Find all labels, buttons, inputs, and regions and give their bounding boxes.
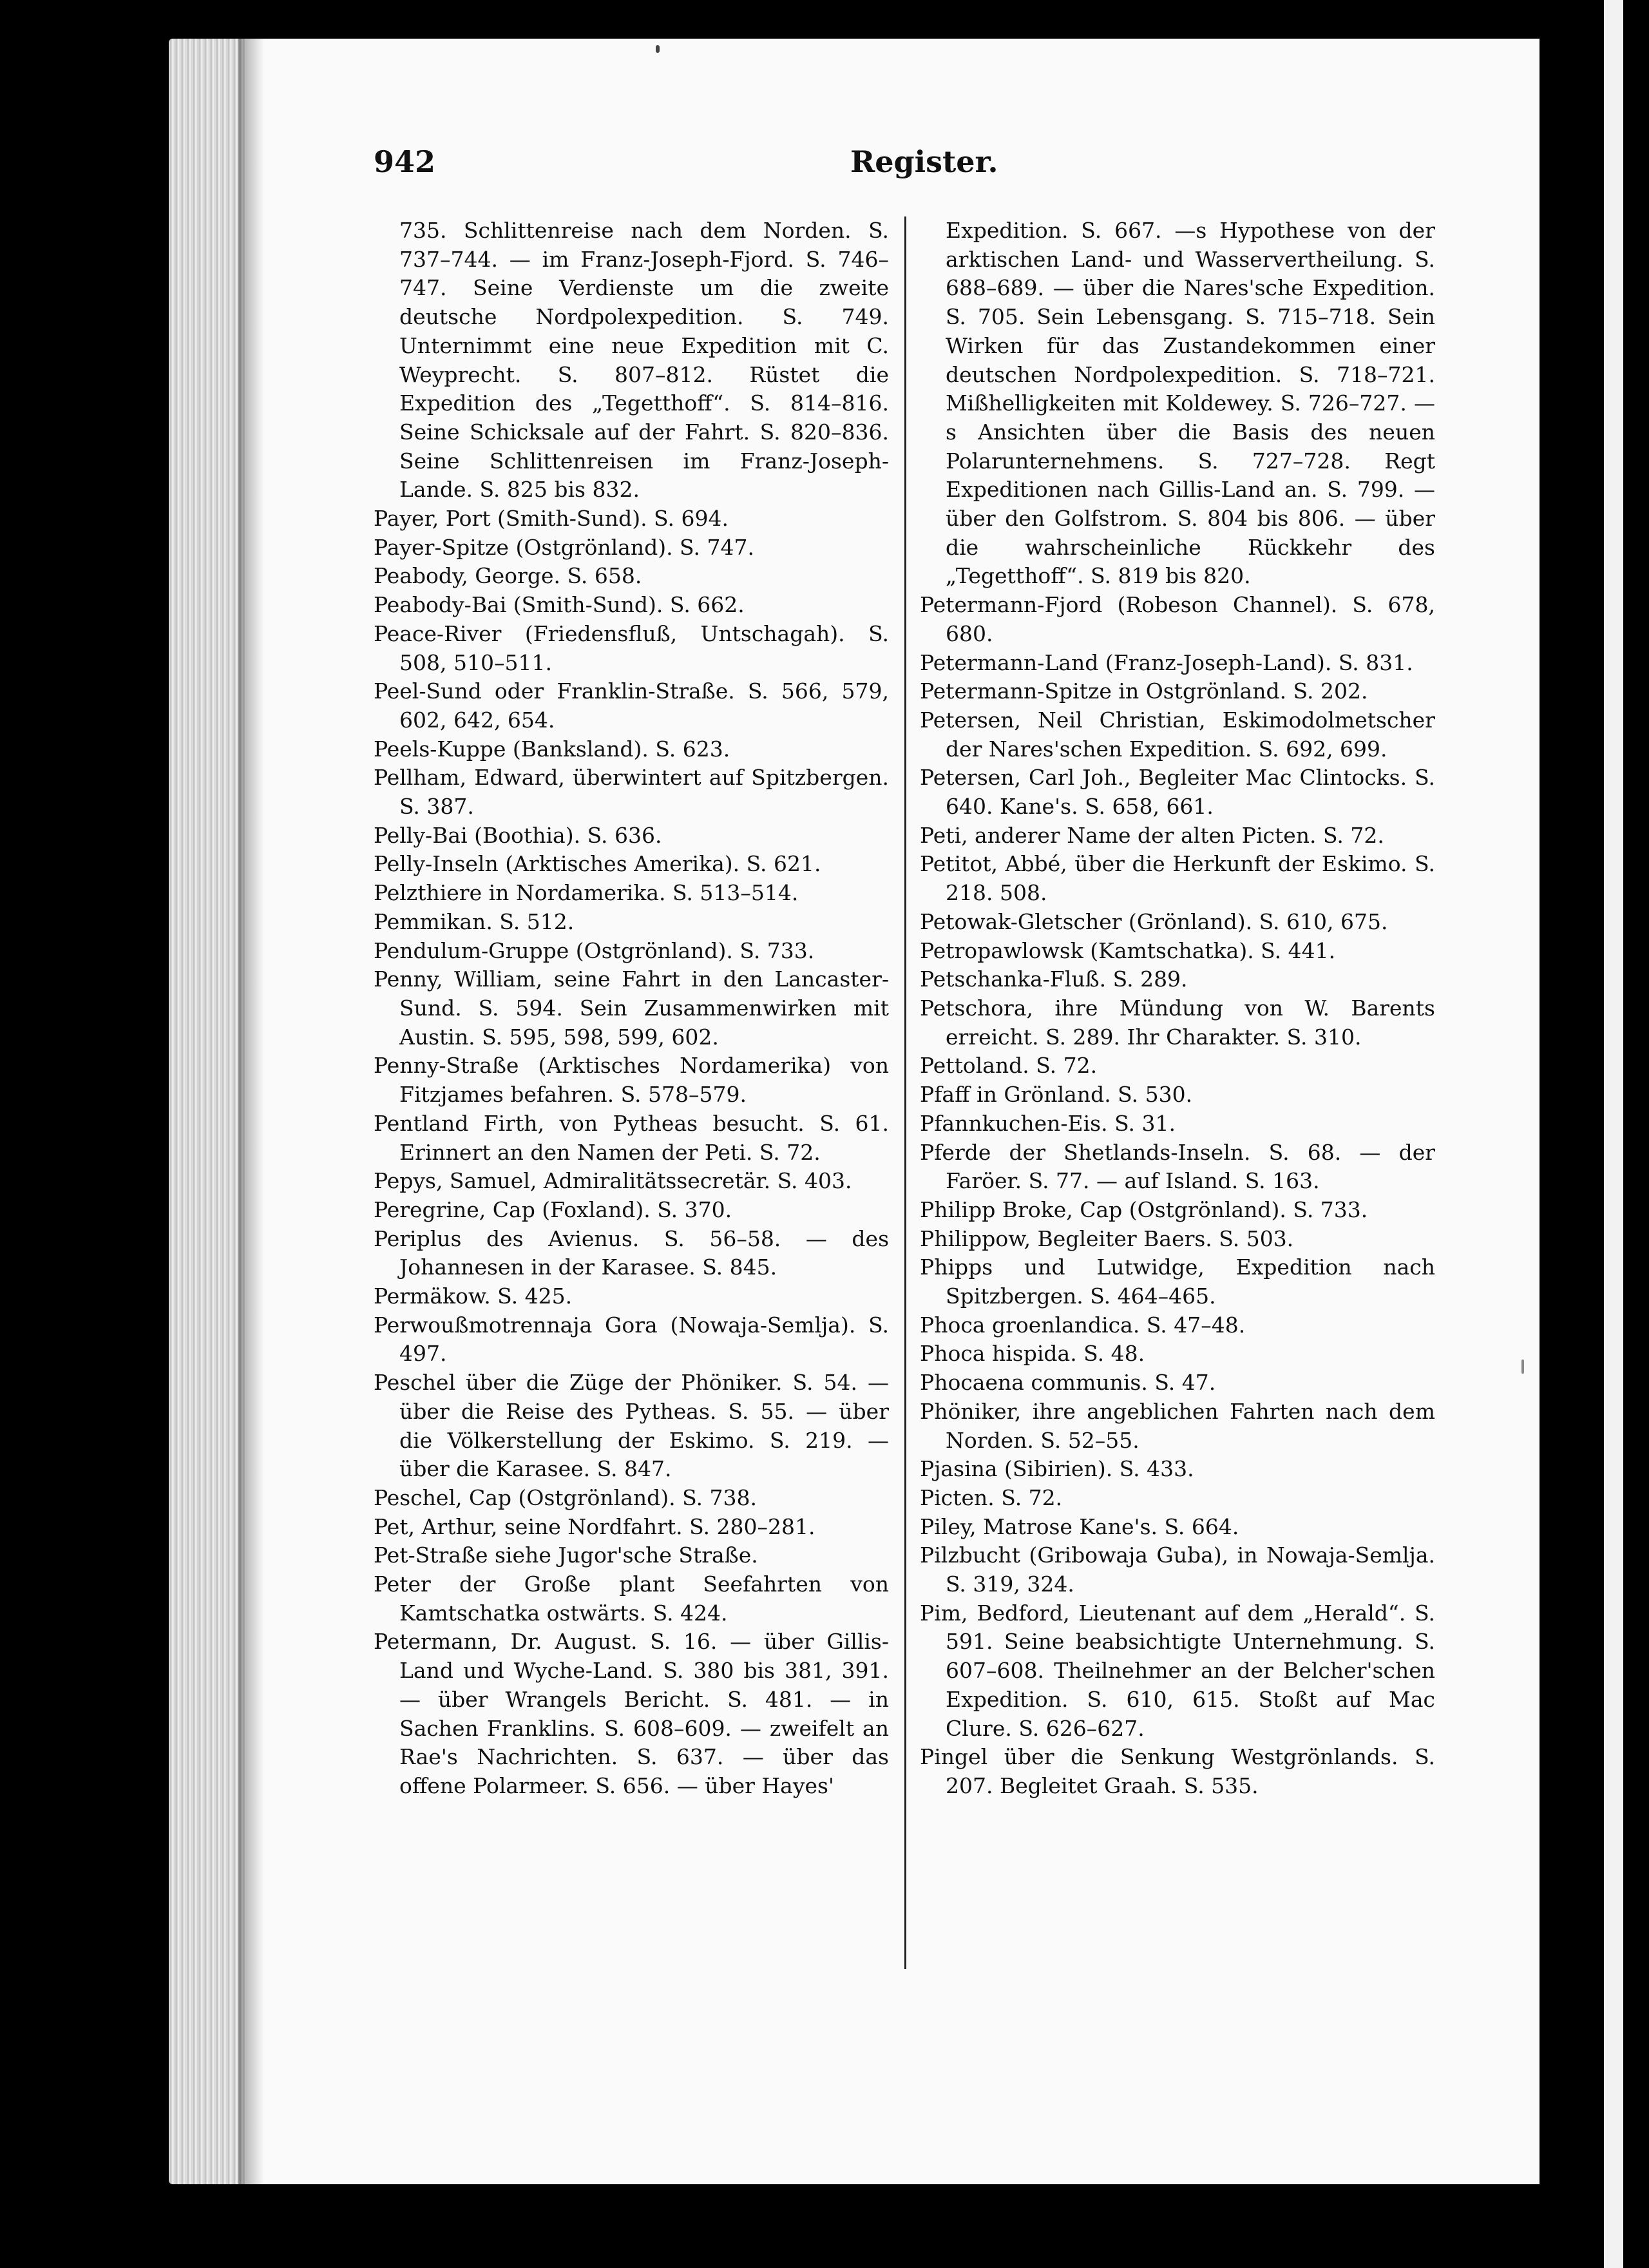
index-entry: Pendulum-Gruppe (Ostgrönland). S. 733.	[374, 937, 815, 963]
index-entry: Phöniker, ihre angeblichen Fahrten nach dem Norden. S. 52–55.	[920, 1398, 1435, 1453]
index-entry: Phoca hispida. S. 48.	[920, 1341, 1145, 1367]
index-entry: Peels-Kuppe (Banksland). S. 623.	[374, 736, 730, 762]
index-entry: Pjasina (Sibirien). S. 433.	[920, 1456, 1194, 1482]
page-edge-stack	[169, 39, 246, 2184]
index-entry: Peabody, George. S. 658.	[374, 563, 642, 589]
index-entry: Petermann, Dr. August. S. 16. — über Gillis-Land und Wyche-Land. S. 380 bis 381, 391. — über Wrangels Bericht. S. 481. — in Sachen Franklins. S. 608–609. — zweifelt an Rae's Nachrichten. S. 637. — über das offene Polarmeer. S. 656. — über Hayes'	[374, 1629, 889, 1798]
index-entry: Pellham, Edward, überwintert auf Spitzbergen. S. 387.	[374, 765, 889, 820]
gutter-shadow	[238, 39, 264, 2184]
index-entry: 735. Schlittenreise nach dem Norden. S. 737–744. — im Franz-Joseph-Fjord. S. 746–747. Seine Verdienste um die zweite deutsche Nordpolexpedition. S. 749. Unternimmt eine neue Expedition mit C. Weyprecht. S. 807–812. Rüstet die Expedition des „Tegetthoff“. S. 814–816. Seine Schicksale auf der Fahrt. S. 820–836. Seine Schlittenreisen im Franz-Joseph-Lande. S. 825 bis 832.	[399, 218, 889, 503]
column-divider	[904, 216, 906, 1969]
index-entry: Pentland Firth, von Pytheas besucht. S. 61. Erinnert an den Namen der Peti. S. 72.	[374, 1110, 889, 1165]
index-entry: Phipps und Lutwidge, Expedition nach Spitzbergen. S. 464–465.	[920, 1254, 1435, 1309]
right-column	[920, 216, 1435, 2008]
index-entry: Pelly-Inseln (Arktisches Amerika). S. 621.	[374, 851, 821, 877]
index-entry: Petitot, Abbé, über die Herkunft der Eskimo. S. 218. 508.	[920, 851, 1435, 906]
right-border	[1539, 0, 1649, 2268]
index-entry: Petersen, Neil Christian, Eskimodolmetscher der Nares'schen Expedition. S. 692, 699.	[920, 707, 1435, 762]
index-entry: Expedition. S. 667. —s Hypothese von der arktischen Land- und Wasservertheilung. S. 688–689. — über die Nares'sche Expedition. S. 705. Sein Lebensgang. S. 715–718. Sein Wirken für das Zustandekommen einer deutschen Nordpolexpedition. S. 718–721. Mißhelligkeiten mit Koldewey. S. 726–727. —s Ansichten über die Basis des neuen Polarunternehmens. S. 727–728. Regt Expeditionen nach Gillis-Land an. S. 799. — über den Golfstrom. S. 804 bis 806. — über die wahrscheinliche Rückkehr des „Tegetthoff“. S. 819 bis 820.	[946, 218, 1435, 589]
index-entry: Phoca groenlandica. S. 47–48.	[920, 1312, 1246, 1338]
index-entry: Piley, Matrose Kane's. S. 664.	[920, 1514, 1239, 1539]
index-entry: Pepys, Samuel, Admiralitätssecretär. S. 403.	[374, 1168, 852, 1194]
index-entry: Petowak-Gletscher (Grönland). S. 610, 675.	[920, 908, 1388, 934]
index-entry: Pilzbucht (Gribowaja Guba), in Nowaja-Semlja. S. 319, 324.	[920, 1542, 1435, 1597]
index-entry: Perwoußmotrennaja Gora (Nowaja-Semlja). S. 497.	[374, 1312, 889, 1367]
index-entry: Pim, Bedford, Lieutenant auf dem „Herald“. S. 591. Seine beabsichtigte Unternehmung. S. 607–608. Theilnehmer an der Belcher'schen Expedition. S. 610, 615. Stoßt auf Mac Clure. S. 626–627.	[920, 1600, 1435, 1741]
index-entry: Periplus des Avienus. S. 56–58. — des Johannesen in der Karasee. S. 845.	[374, 1225, 889, 1280]
index-entry: Payer, Port (Smith-Sund). S. 694.	[374, 506, 729, 532]
index-entry: Pemmikan. S. 512.	[374, 908, 575, 934]
index-entry: Peschel, Cap (Ostgrönland). S. 738.	[374, 1485, 758, 1510]
page-number: 942	[374, 144, 436, 179]
index-entry: Petropawlowsk (Kamtschatka). S. 441.	[920, 937, 1336, 963]
index-entry: Pet, Arthur, seine Nordfahrt. S. 280–281.	[374, 1514, 815, 1539]
index-entry: Pfaff in Grönland. S. 530.	[920, 1082, 1193, 1108]
index-entry: Philippow, Begleiter Baers. S. 503.	[920, 1225, 1294, 1251]
index-entry: Penny, William, seine Fahrt in den Lancaster-Sund. S. 594. Sein Zusammenwirken mit Austin. S. 595, 598, 599, 602.	[374, 966, 889, 1050]
page-header	[374, 144, 1301, 189]
index-entry: Peter der Große plant Seefahrten von Kamtschatka ostwärts. S. 424.	[374, 1571, 889, 1626]
index-entry: Peschel über die Züge der Phöniker. S. 54. — über die Reise des Pytheas. S. 55. — über die Völkerstellung der Eskimo. S. 219. — über die Karasee. S. 847.	[374, 1370, 889, 1482]
index-entry: Petermann-Spitze in Ostgrönland. S. 202.	[920, 678, 1368, 704]
index-entry: Permäkow. S. 425.	[374, 1283, 573, 1309]
index-entry: Peace-River (Friedensfluß, Untschagah). S. 508, 510–511.	[374, 620, 889, 675]
index-entry: Pfannkuchen-Eis. S. 31.	[920, 1110, 1176, 1136]
index-entry: Petermann-Fjord (Robeson Channel). S. 678, 680.	[920, 592, 1435, 646]
index-entry: Pferde der Shetlands-Inseln. S. 68. — der Faröer. S. 77. — auf Island. S. 163.	[920, 1139, 1435, 1194]
index-entry: Petersen, Carl Joh., Begleiter Mac Clintocks. S. 640. Kane's. S. 658, 661.	[920, 765, 1435, 820]
ink-speck	[1521, 1360, 1524, 1374]
index-entry: Phocaena communis. S. 47.	[920, 1370, 1216, 1396]
index-entry: Pet-Straße siehe Jugor'sche Straße.	[374, 1542, 758, 1568]
index-entry: Payer-Spitze (Ostgrönland). S. 747.	[374, 534, 754, 560]
index-entry: Petschora, ihre Mündung von W. Barents erreicht. S. 289. Ihr Charakter. S. 310.	[920, 995, 1435, 1050]
index-entry: Pingel über die Senkung Westgrönlands. S. 207. Begleitet Graah. S. 535.	[920, 1744, 1435, 1798]
index-entry: Peel-Sund oder Franklin-Straße. S. 566, 579, 602, 642, 654.	[374, 678, 889, 733]
index-entry: Picten. S. 72.	[920, 1485, 1063, 1510]
index-entry: Pettoland. S. 72.	[920, 1053, 1098, 1079]
index-entry: Pelzthiere in Nordamerika. S. 513–514.	[374, 880, 799, 906]
index-entry: Petschanka-Fluß. S. 289.	[920, 966, 1188, 992]
right-border-bar	[1604, 0, 1623, 2268]
ink-speck	[656, 45, 660, 53]
index-entry: Peti, anderer Name der alten Picten. S. 72.	[920, 822, 1384, 848]
index-entry: Peabody-Bai (Smith-Sund). S. 662.	[374, 592, 745, 618]
index-entry: Pelly-Bai (Boothia). S. 636.	[374, 822, 662, 848]
left-column	[374, 216, 889, 2008]
running-head: Register.	[850, 144, 998, 179]
index-entry: Peregrine, Cap (Foxland). S. 370.	[374, 1196, 732, 1222]
index-entry: Penny-Straße (Arktisches Nordamerika) von Fitzjames befahren. S. 578–579.	[374, 1053, 889, 1108]
index-entry: Petermann-Land (Franz-Joseph-Land). S. 831.	[920, 649, 1413, 675]
index-entry: Philipp Broke, Cap (Ostgrönland). S. 733.	[920, 1196, 1368, 1222]
